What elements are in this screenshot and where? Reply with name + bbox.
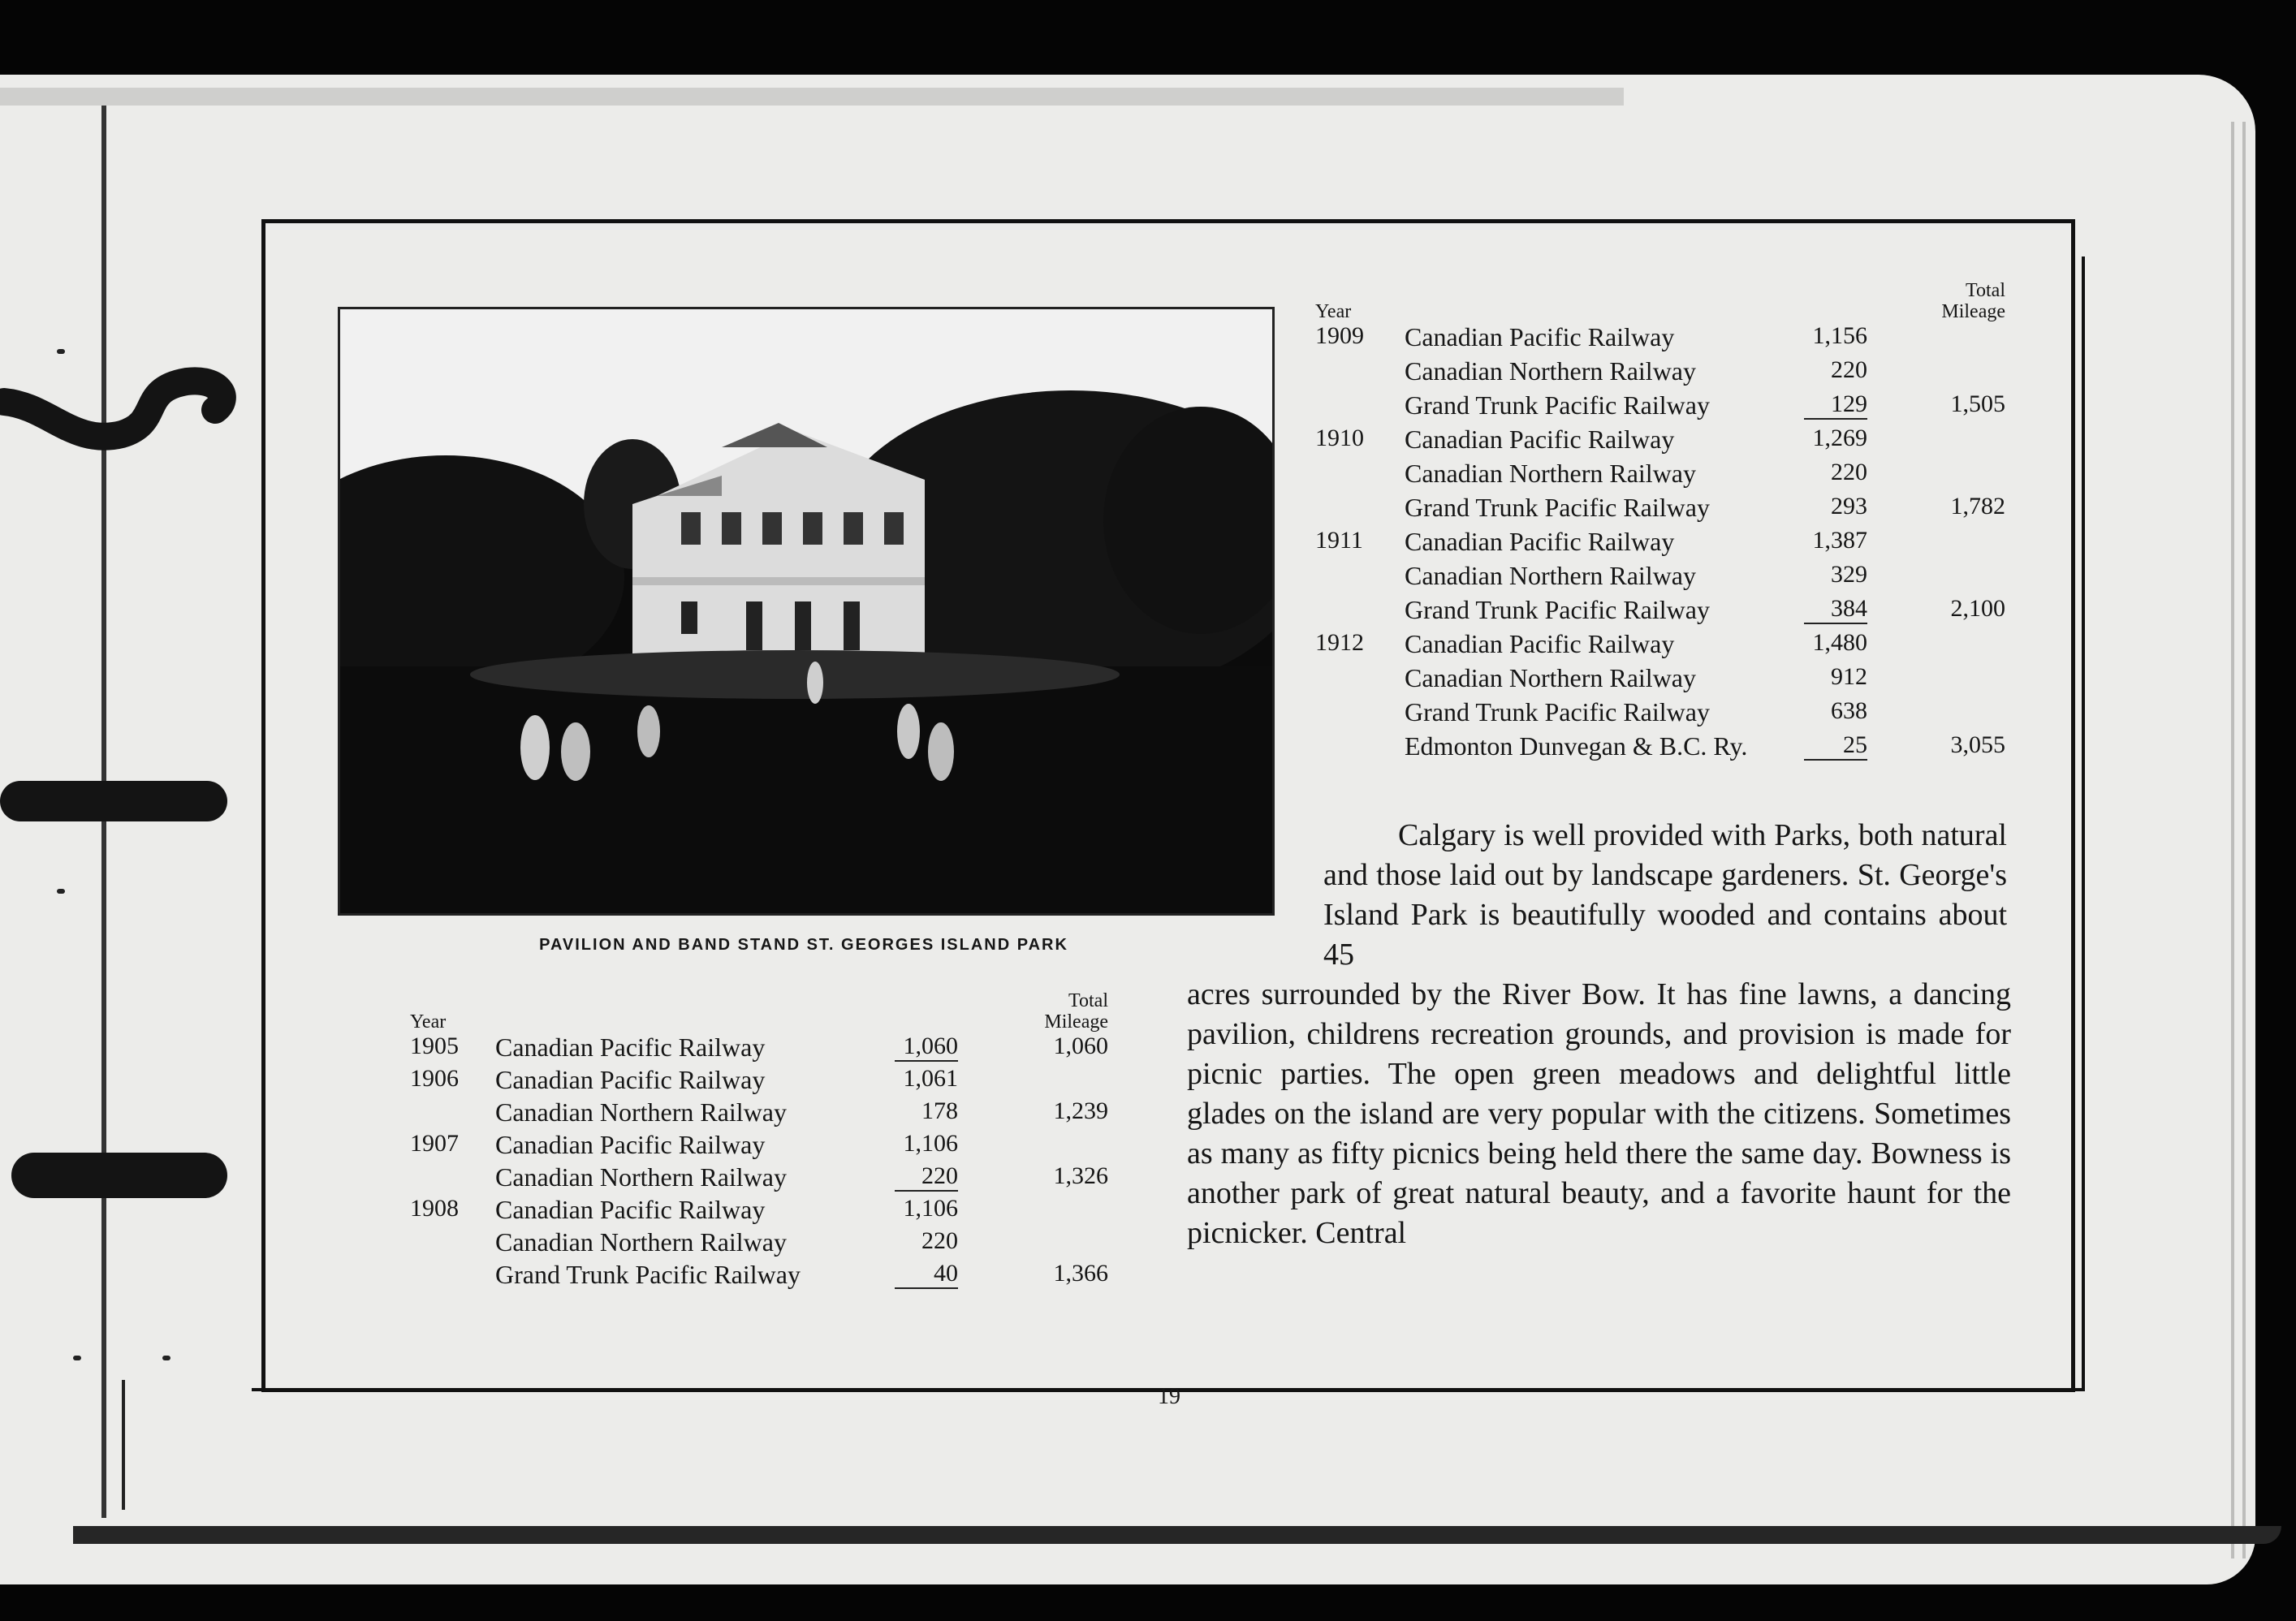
- row-railway: Canadian Pacific Railway: [495, 1130, 766, 1159]
- row-railway: Canadian Pacific Railway: [1405, 629, 1675, 658]
- year-header: Year: [1315, 301, 1352, 322]
- mileage-row: [1315, 425, 2005, 459]
- total-mileage-header: Total Mileage: [1941, 280, 2005, 322]
- mileage-row: [1315, 390, 2005, 425]
- row-total: [1867, 561, 2005, 595]
- row-total: [1867, 663, 2005, 697]
- row-total: [1867, 697, 2005, 731]
- row-year: [410, 1227, 495, 1260]
- pavilion-photo-drawing: [340, 309, 1272, 913]
- row-miles: 220: [921, 1227, 958, 1254]
- total-mileage-header: Total Mileage: [1044, 990, 1108, 1033]
- binder-ring-bottom: [11, 1153, 227, 1198]
- row-year: [1315, 663, 1405, 697]
- photo-caption: PAVILION AND BAND STAND ST. GEORGES ISLAND PARK: [539, 936, 1068, 954]
- row-year: 1905: [410, 1033, 459, 1059]
- punch-mark: [73, 1356, 81, 1360]
- row-year: 1912: [1315, 629, 1364, 656]
- row-railway: Grand Trunk Pacific Railway: [1405, 493, 1710, 522]
- year-header: Year: [410, 1011, 447, 1033]
- mileage-row: [410, 1195, 1108, 1227]
- row-miles: [877, 1162, 958, 1195]
- row-miles: 1,269: [1812, 425, 1867, 451]
- row-year: [410, 1162, 495, 1195]
- row-total: 1,782: [1950, 493, 2005, 519]
- row-miles-value: 25: [1804, 731, 1867, 761]
- row-railway: Grand Trunk Pacific Railway: [495, 1260, 801, 1289]
- row-total: [1867, 629, 2005, 663]
- row-year: [1315, 356, 1405, 390]
- mileage-row: [1315, 322, 2005, 356]
- row-miles: 220: [1831, 459, 1867, 485]
- row-railway: Canadian Northern Railway: [495, 1162, 787, 1192]
- row-miles: 1,061: [903, 1065, 958, 1092]
- mileage-row: [1315, 356, 2005, 390]
- page-top-edge: [0, 88, 1624, 106]
- page-number: 19: [1158, 1384, 1180, 1409]
- row-railway: Canadian Pacific Railway: [1405, 322, 1675, 351]
- mileage-row: [1315, 731, 2005, 765]
- row-year: 1907: [410, 1130, 459, 1157]
- mileage-row: [410, 1033, 1108, 1065]
- mileage-row: [1315, 527, 2005, 561]
- mileage-row: [410, 1260, 1108, 1292]
- row-miles-value: 129: [1804, 390, 1867, 420]
- row-year: [410, 1097, 495, 1130]
- page-edge-line: [2231, 122, 2234, 1558]
- row-year: 1909: [1315, 322, 1364, 349]
- row-year: 1908: [410, 1195, 459, 1222]
- mileage-row: [1315, 663, 2005, 697]
- mileage-row: [1315, 459, 2005, 493]
- row-total: 1,060: [1053, 1033, 1108, 1059]
- row-railway: Canadian Northern Railway: [495, 1097, 787, 1127]
- punch-mark: [57, 349, 65, 354]
- mileage-row: [410, 1097, 1108, 1130]
- row-railway: Canadian Pacific Railway: [1405, 425, 1675, 454]
- row-year: [1315, 459, 1405, 493]
- row-year: [1315, 697, 1405, 731]
- row-total: [958, 1195, 1108, 1227]
- row-miles: 1,106: [903, 1195, 958, 1222]
- row-railway: Canadian Pacific Railway: [495, 1033, 766, 1062]
- row-miles: 638: [1831, 697, 1867, 724]
- row-railway: Canadian Northern Railway: [1405, 561, 1696, 590]
- row-year: [1315, 493, 1405, 527]
- mileage-row: [1315, 493, 2005, 527]
- mileage-row: [1315, 629, 2005, 663]
- punch-mark: [57, 889, 65, 894]
- row-miles: 178: [921, 1097, 958, 1124]
- mileage-table-1909-1912: [1315, 280, 2005, 765]
- row-miles: 220: [1831, 356, 1867, 383]
- parks-paragraph-bottom: acres surrounded by the River Bow. It has fine lawns, a dancing pavilion, childrens recreation grounds, and provision is made for picnic parties. The open green meadows and delightful little glades on the island are very popular with the citizens. Sometimes as many as fifty picnics being held there the same day. Bowness is another park of great natural beauty, and a favorite haunt for the picnicker. Central: [1187, 977, 2011, 1250]
- punch-mark: [162, 1356, 170, 1360]
- row-total: [1867, 356, 2005, 390]
- row-railway: Edmonton Dunvegan & B.C. Ry.: [1405, 731, 1748, 761]
- row-miles: 1,387: [1812, 527, 1867, 554]
- row-miles: 329: [1831, 561, 1867, 588]
- row-total: 1,366: [1053, 1260, 1108, 1287]
- row-total: [958, 1130, 1108, 1162]
- row-railway: Canadian Northern Railway: [1405, 356, 1696, 386]
- page-bottom-edge: [73, 1526, 2281, 1544]
- row-miles: [1794, 595, 1867, 629]
- row-year: [1315, 390, 1405, 425]
- row-total: [1867, 527, 2005, 561]
- row-year: 1906: [410, 1065, 459, 1092]
- row-total: [1867, 459, 2005, 493]
- row-railway: Canadian Northern Railway: [1405, 663, 1696, 692]
- row-miles: 1,156: [1812, 322, 1867, 349]
- mileage-row: [1315, 697, 2005, 731]
- row-miles: 1,480: [1812, 629, 1867, 656]
- row-miles-value: 40: [895, 1260, 958, 1289]
- row-railway: Grand Trunk Pacific Railway: [1405, 595, 1710, 624]
- binder-ring-middle: [0, 781, 227, 821]
- row-total: 1,505: [1950, 390, 2005, 417]
- row-year: [1315, 731, 1405, 765]
- row-miles: 293: [1831, 493, 1867, 519]
- row-miles: 912: [1831, 663, 1867, 690]
- row-total: 1,239: [1053, 1097, 1108, 1124]
- row-railway: Canadian Pacific Railway: [1405, 527, 1675, 556]
- row-total: [1867, 425, 2005, 459]
- row-railway: Grand Trunk Pacific Railway: [1405, 390, 1710, 420]
- row-total: 1,326: [1053, 1162, 1108, 1189]
- parks-paragraph-top: Calgary is well provided with Parks, both natural and those laid out by landscape gardeners. St. George's Island Park is beautifully wooded and contains about 45: [1323, 818, 2007, 972]
- mileage-row: [410, 1065, 1108, 1097]
- row-railway: Grand Trunk Pacific Railway: [1405, 697, 1710, 726]
- mileage-row: [1315, 561, 2005, 595]
- mileage-row: [1315, 595, 2005, 629]
- mileage-row: [410, 1162, 1108, 1195]
- row-total: [958, 1227, 1108, 1260]
- binder-ring-top: [0, 357, 244, 455]
- row-miles: [877, 1260, 958, 1292]
- row-year: [1315, 561, 1405, 595]
- row-railway: Canadian Pacific Railway: [495, 1065, 766, 1094]
- row-year: [410, 1260, 495, 1292]
- binding-spine: [122, 1380, 125, 1510]
- mileage-table-1905-1908: [410, 990, 1108, 1292]
- row-year: 1911: [1315, 527, 1363, 554]
- row-miles-value: 384: [1804, 595, 1867, 624]
- row-miles: [1794, 390, 1867, 425]
- row-total: 2,100: [1950, 595, 2005, 622]
- mileage-row: [410, 1130, 1108, 1162]
- row-railway: Canadian Northern Railway: [495, 1227, 787, 1257]
- row-railway: Canadian Pacific Railway: [495, 1195, 766, 1224]
- row-miles: 1,106: [903, 1130, 958, 1157]
- row-railway: Canadian Northern Railway: [1405, 459, 1696, 488]
- row-miles: [1794, 731, 1867, 765]
- row-year: [1315, 595, 1405, 629]
- pavilion-photograph: [338, 307, 1275, 916]
- row-total: 3,055: [1950, 731, 2005, 758]
- mileage-row: [410, 1227, 1108, 1260]
- row-total: [1867, 322, 2005, 356]
- row-year: 1910: [1315, 425, 1364, 451]
- row-miles-value: 1,060: [895, 1033, 958, 1062]
- row-miles-value: 220: [895, 1162, 958, 1192]
- row-total: [958, 1065, 1108, 1097]
- page-edge-line: [2242, 122, 2246, 1558]
- row-miles: [877, 1033, 958, 1065]
